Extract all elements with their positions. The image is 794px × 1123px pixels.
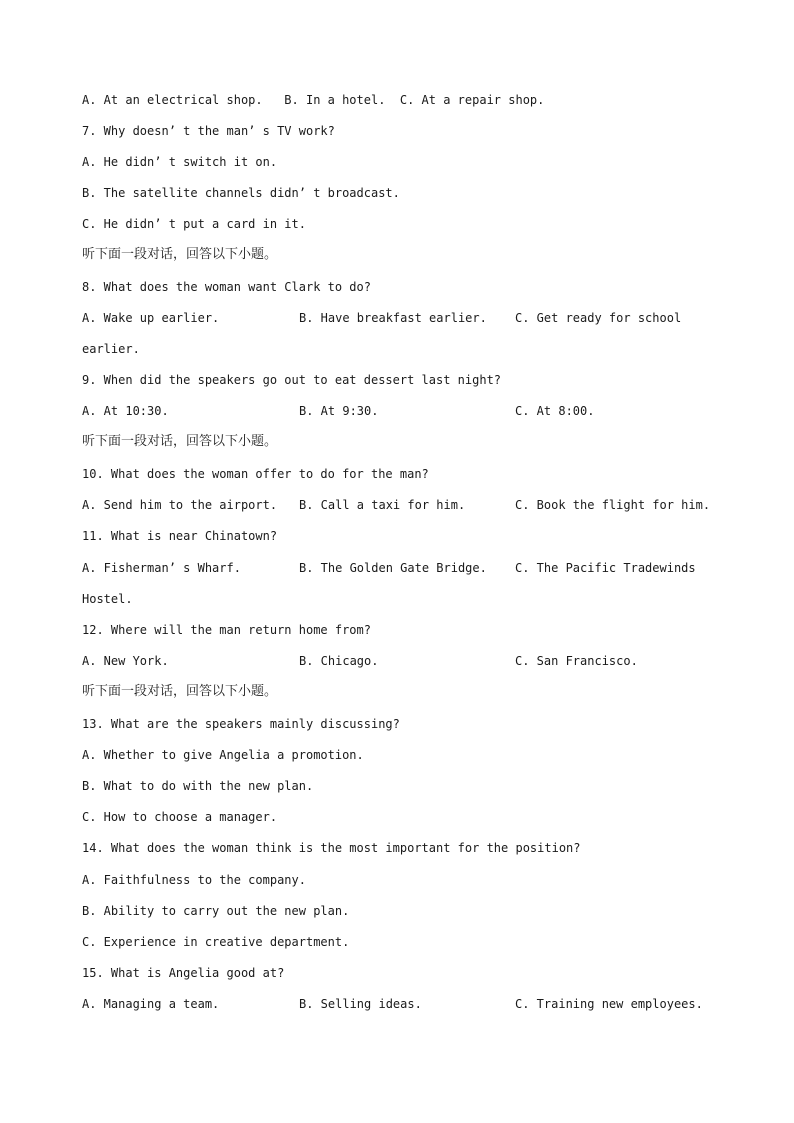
q14-option-c: C. Experience in creative department. — [82, 935, 350, 949]
q15-option-a: A. Managing a team. — [82, 997, 220, 1011]
q13-option-c: C. How to choose a manager. — [82, 810, 278, 824]
q11-option-b: B. The Golden Gate Bridge. — [299, 561, 487, 575]
q10-option-c: C. Book the flight for him. — [515, 498, 711, 512]
instruction-2: 听下面一段对话，回答以下小题。 — [82, 434, 278, 449]
question-15: 15. What is Angelia good at? — [82, 966, 285, 980]
q7-option-c: C. He didn’ t put a card in it. — [82, 217, 306, 231]
q9-option-c: C. At 8:00. — [515, 404, 595, 418]
instruction-1: 听下面一段对话，回答以下小题。 — [82, 247, 278, 262]
q15-option-c: C. Training new employees. — [515, 997, 703, 1011]
q12-option-a: A. New York. — [82, 654, 169, 668]
q9-option-a: A. At 10:30. — [82, 404, 169, 418]
q11-option-c-cont: Hostel. — [82, 592, 133, 606]
q12-option-b: B. Chicago. — [299, 654, 379, 668]
q8-option-a: A. Wake up earlier. — [82, 311, 220, 325]
q8-option-b: B. Have breakfast earlier. — [299, 311, 487, 325]
q8-option-c-cont: earlier. — [82, 342, 140, 356]
question-14: 14. What does the woman think is the most important for the position? — [82, 841, 581, 855]
instruction-3: 听下面一段对话，回答以下小题。 — [82, 684, 278, 699]
q15-option-b: B. Selling ideas. — [299, 997, 422, 1011]
question-13: 13. What are the speakers mainly discussing? — [82, 717, 400, 731]
question-11: 11. What is near Chinatown? — [82, 529, 278, 543]
q10-option-b: B. Call a taxi for him. — [299, 498, 466, 512]
q14-option-a: A. Faithfulness to the company. — [82, 873, 306, 887]
question-12: 12. Where will the man return home from? — [82, 623, 371, 637]
question-7: 7. Why doesn’ t the man’ s TV work? — [82, 124, 335, 138]
q11-option-c: C. The Pacific Tradewinds — [515, 561, 696, 575]
q13-option-b: B. What to do with the new plan. — [82, 779, 314, 793]
q10-option-a: A. Send him to the airport. — [82, 498, 278, 512]
q7-option-b: B. The satellite channels didn’ t broadcast. — [82, 186, 400, 200]
q7-option-a: A. He didn’ t switch it on. — [82, 155, 278, 169]
q14-option-b: B. Ability to carry out the new plan. — [82, 904, 350, 918]
q9-option-b: B. At 9:30. — [299, 404, 379, 418]
q11-option-a: A. Fisherman’ s Wharf. — [82, 561, 241, 575]
question-9: 9. When did the speakers go out to eat dessert last night? — [82, 373, 502, 387]
question-8: 8. What does the woman want Clark to do? — [82, 280, 371, 294]
q6-options: A. At an electrical shop. B. In a hotel. C. At a repair shop. — [82, 93, 545, 107]
question-10: 10. What does the woman offer to do for the man? — [82, 467, 429, 481]
q13-option-a: A. Whether to give Angelia a promotion. — [82, 748, 364, 762]
q12-option-c: C. San Francisco. — [515, 654, 638, 668]
q8-option-c: C. Get ready for school — [515, 311, 682, 325]
